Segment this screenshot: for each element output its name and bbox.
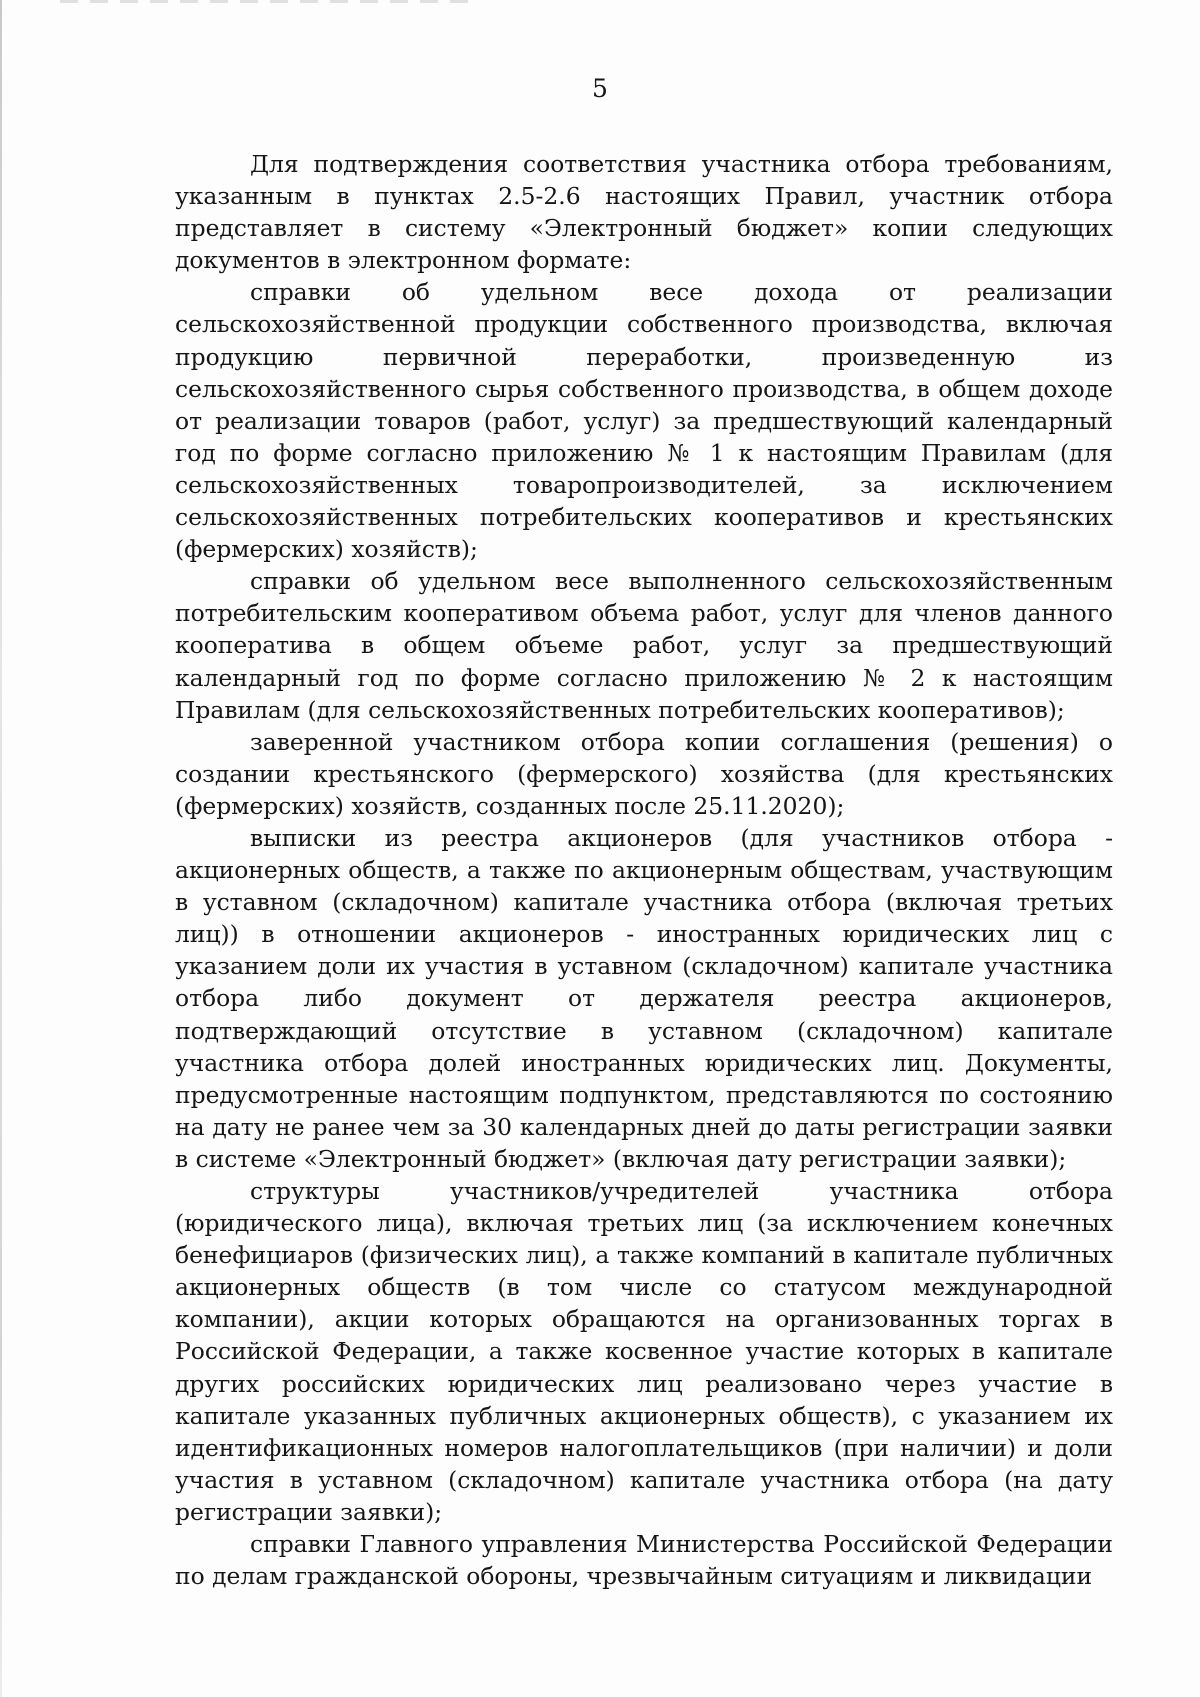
page-number: 5 — [592, 74, 608, 103]
paragraph-intro: Для подтверждения соответствия участника отбора требованиям, указанным в пунктах 2.5-2.6 настоящих Правил, участник отбора представляет в систему «Электронный бюджет» копии следующих документов в электронном формате: — [175, 150, 1113, 275]
paragraph-farm-agreement-copy: заверенной участником отбора копии соглашения (решения) о создании крестьянского (фермерского) хозяйства (для крестьянских (фермерских) хозяйств, созданных после 25.11.2020); — [175, 727, 1113, 820]
paragraph-emergency-ministry-certificate: справки Главного управления Министерства Российской Федерации по делам гражданской обороны, чрезвычайным ситуациям и ликвидации — [175, 1530, 1113, 1591]
paragraph-ownership-structure: структуры участников/учредителей участника отбора (юридического лица), включая третьих лиц (за исключением конечных бенефициаров (физических лиц), а также компаний в капитале публичных акционерных обществ (в том числе со статусом международной компании), акции которых обращаются на организованных торгах в Российской Федерации, а также косвенное участие которых в капитале других российских юридических лиц реализовано через участие в капитале указанных публичных акционерных обществ), с указанием их идентификационных номеров налогоплательщиков (при наличии) и доли участия в уставном (складочном) капитале участника отбора (на дату регистрации заявки); — [175, 1177, 1113, 1526]
paragraph-income-certificate: справки об удельном весе дохода от реализации сельскохозяйственной продукции собственного производства, включая продукцию первичной переработки, произведенную из сельскохозяйственного сырья собственного производства, в общем доходе от реализации товаров (работ, услуг) за предшествующий календарный год по форме согласно приложению № 1 к настоящим Правилам (для сельскохозяйственных товаропроизводителей, за исключением сельскохозяйственных потребительских кооперативов и крестьянских (фермерских) хозяйств); — [175, 278, 1113, 564]
scan-edge-top — [60, 0, 480, 3]
document-body — [175, 148, 1113, 1592]
paragraph-shareholder-register: выписки из реестра акционеров (для участников отбора - акционерных обществ, а также по акционерным обществам, участвующим в уставном (складочном) капитале участника отбора (включая третьих лиц)) в отношении акционеров - иностранных юридических лиц с указанием доли их участия в уставном (складочном) капитале участника отбора либо документ от держателя реестра акционеров, подтверждающий отсутствие в уставном (складочном) капитале участника отбора долей иностранных юридических лиц. Документы, предусмотренные настоящим подпунктом, представляются по состоянию на дату не ранее чем за 30 календарных дней до даты регистрации заявки в системе «Электронный бюджет» (включая дату регистрации заявки); — [175, 823, 1113, 1173]
scan-edge-left — [0, 0, 2, 1697]
paragraph-cooperative-certificate: справки об удельном весе выполненного сельскохозяйственным потребительским кооперативом объема работ, услуг для членов данного кооператива в общем объеме работ, услуг за предшествующий календарный год по форме согласно приложению № 2 к настоящим Правилам (для сельскохозяйственных потребительских кооперативов); — [175, 567, 1113, 724]
